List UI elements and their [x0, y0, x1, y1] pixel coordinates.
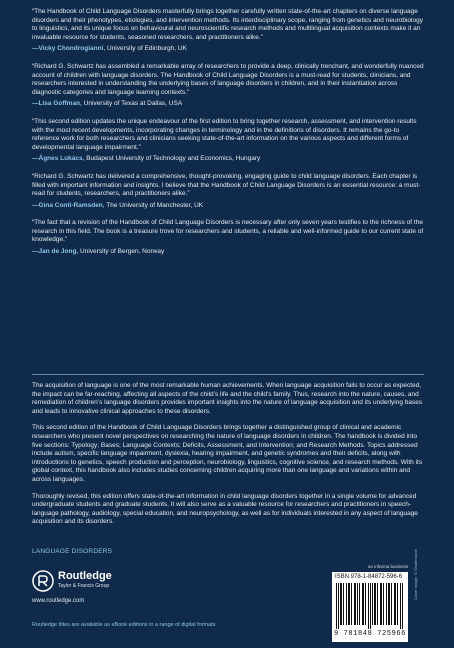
- description-paragraph: The acquisition of language is one of the most remarkable human achievements. When language acquisition fails to occur as expected, the impact can be far-reaching, affecting all aspects of the child’s life and the child’s family. Thus, research into the nature, causes, and remediation of children’s language disorders provides important insights into the nature of language acquisition and its underlying bases and leads to innovative clinical approaches to these disorders.: [32, 382, 423, 415]
- isbn-digits: 9 781848 725966: [334, 630, 407, 638]
- isbn-label: ISBN 978-1-84872-596-6: [335, 574, 403, 580]
- review-text: “Richard G. Schwartz has assembled a remarkable array of researchers to provide a deep, clinically trenchant, and wonderfully nuanced account of children with language disorders. The Handbook of Child Language Disorders is a must-read for students, clinicians, and researchers interested in understanding the underlying bases of language disorders in children, and in their instantiation across diagnostic categories and language learning contexts.”: [32, 62, 424, 96]
- publisher-brand: Routledge: [58, 570, 112, 582]
- publisher-group: Taylor & Francis Group: [58, 583, 110, 589]
- publisher-logo: [32, 570, 182, 610]
- review: [32, 8, 424, 54]
- review: [32, 63, 424, 109]
- barcode: [332, 572, 408, 642]
- book-description: [32, 382, 424, 535]
- review-attribution: —Vicky Chondrogianni, University of Edinburgh, UK: [32, 45, 187, 53]
- reviewer-affiliation: , University of Texas at Dallas, USA: [80, 100, 183, 108]
- reviewer-name: Vicky Chondrogianni: [38, 45, 104, 53]
- publisher-url[interactable]: www.routledge.com: [32, 598, 85, 604]
- divider: [32, 374, 424, 375]
- description-paragraph: Thoroughly revised, this edition offers state-of-the-art information in child language disorders together in a single volume for advanced undergraduate students and graduate students. It will also serve as a valuable resource for researchers and practitioners in speech-language pathology, audiology, special education, and neuropsychology, as well as for individuals interested in any aspect of language acquisition and its disorders.: [32, 492, 418, 526]
- cover-credit: Cover image: © Shutterstock: [413, 548, 418, 600]
- subject-category: LANGUAGE DISORDERS: [32, 548, 113, 555]
- reviewer-name: Jan de Jong: [38, 248, 77, 256]
- barcode-icon: [336, 583, 404, 629]
- review-text: “The fact that a revision of the Handbook of Child Language Disorders is necessary after only seven years testifies to the richness of the research in this field. The book is a treasure trove for researchers and students, a reliable and well-informed guide to our current state of knowledge.”: [32, 219, 424, 244]
- reviewer-name: Ágnes Lukács: [38, 155, 83, 163]
- review-attribution: —Lisa Goffman, University of Texas at Dallas, USA: [32, 100, 183, 108]
- review-text: “This second edition updates the unique endeavour of the first edition to bring together research, assessment, and intervention results with the most recent developments, incorporating changes in terminology and in the definitions of disorders. It remains the go-to reference work for both researchers and clinicians seeking state-of-the-art information on the various aspects and different forms of developmental language impairment.”: [32, 117, 417, 151]
- review: [32, 118, 424, 164]
- review-attribution: —Jan de Jong, University of Bergen, Norway: [32, 248, 165, 256]
- reviewer-name: Lisa Goffman: [38, 100, 81, 108]
- reviews-section: [32, 8, 424, 266]
- review-text: “Richard G. Schwartz has delivered a comprehensive, thought-provoking, engaging guide to child language disorders. Each chapter is filled with important information and insights. I believe that the Handbook of Child Language Disorders is an essential resource: a must-read for students, researchers, and practitioners alike.”: [32, 172, 421, 198]
- reviewer-affiliation: , University of Edinburgh, UK: [103, 45, 187, 53]
- review-attribution: —Ágnes Lukács, Budapest University of Technology and Economics, Hungary: [32, 155, 261, 163]
- review-text: “The Handbook of Child Language Disorders masterfully brings together carefully written state-of-the-art chapters on diverse language disorders and their phenotypes, etiologies, and intervention methods. Its interdisciplinary scope, ranging from genetics and neurobiology to linguistics, and its unique focus on behavioural and neuroscientific research methods and multilingual acquisition contexts make it an invaluable resource for students, seasoned researchers, and practitioners alike.”: [32, 8, 423, 41]
- reviewer-affiliation: , The University of Manchester, UK: [102, 201, 204, 209]
- description-paragraph: This second edition of the Handbook of Child Language Disorders brings together a distinguished group of clinical and academic researchers who present novel perspectives on researching the nature of language disorders in children. The handbook is divided into five sections: Typology; Bases; Language Contexts; Deficits, Assessment, and Intervention; and Research Methods. Topics addressed include autism, specific language impairment, dyslexia, hearing impairment, and genetic syndromes and their deficits, along with introductions to genetics, speech production and perception, neurobiology, linguistics, cognitive science, and research methods. With its global context, this handbook also includes studies concerning children acquiring more than one language and variations within and across languages.: [32, 424, 423, 483]
- review-attribution: —Gina Conti-Ramsden, The University of Manchester, UK: [32, 201, 204, 209]
- review: [32, 173, 424, 210]
- reviewer-name: Gina Conti-Ramsden: [38, 201, 103, 209]
- reviewer-affiliation: , Budapest University of Technology and Economics, Hungary: [82, 155, 261, 163]
- routledge-logo-icon: [32, 570, 54, 592]
- ebook-note: Routledge titles are available as eBook editions in a range of digital formats: [32, 622, 216, 628]
- reviewer-affiliation: , University of Bergen, Norway: [76, 248, 165, 256]
- informa-tagline: an informa business: [368, 564, 409, 569]
- review: [32, 219, 424, 256]
